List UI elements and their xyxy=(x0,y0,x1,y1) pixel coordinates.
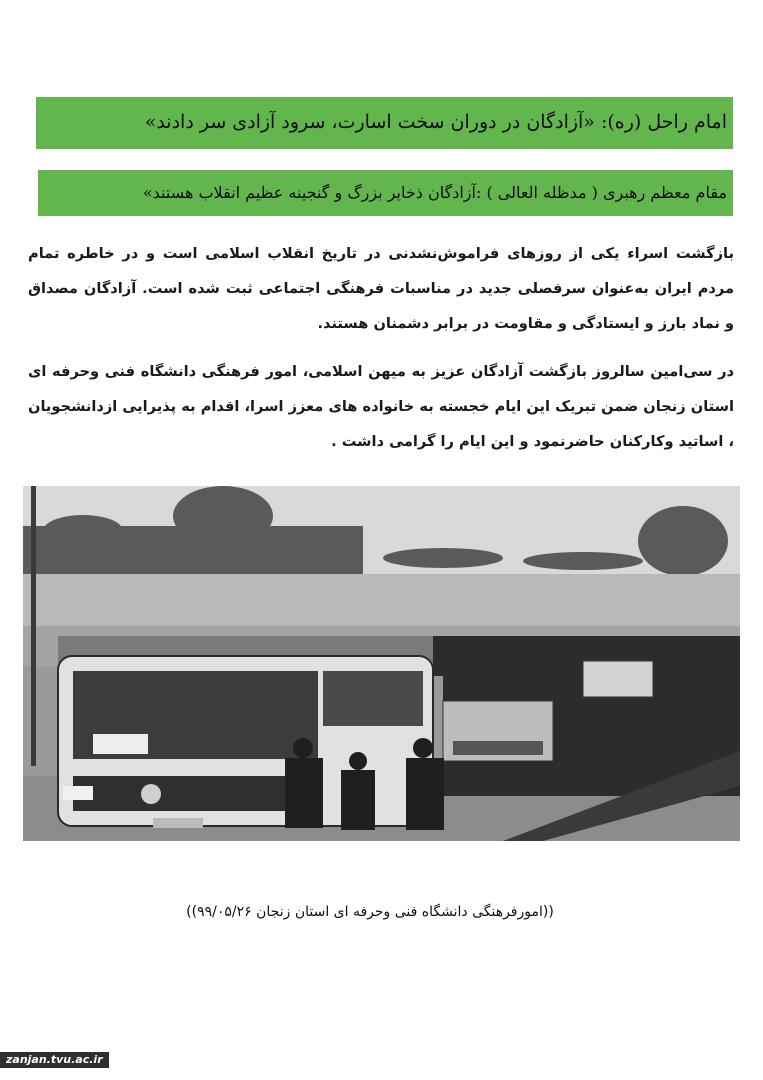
leader-quote-text: مقام معظم رهبری ( مدظله العالی ) :آزادگان ذخایر بزرگ و گنجینه عظیم انقلاب هستند» xyxy=(142,183,727,202)
site-url-text[interactable]: zanjan.tvu.ac.ir xyxy=(6,1053,103,1066)
site-url-tag[interactable] xyxy=(0,1052,109,1068)
imam-quote-banner xyxy=(36,97,733,149)
photo-illustration xyxy=(23,486,740,841)
intro-paragraph: بازگشت اسراء یکی از روزهای فراموش‌نشدنی در تاریخ انقلاب اسلامی است و در خاطره تمام مردم ایران به‌عنوان سرفصلی جدید در مناسبات فرهنگی اجتماعی ثبت شده است. آزادگان مصداق و نماد بارز و ایستادگی و مقاومت در برابر دشمنان هستند. xyxy=(28,245,734,332)
imam-quote-text: امام راحل (ره): «آزادگان در دوران سخت اسارت، سرود آزادی سر دادند» xyxy=(144,111,727,133)
event-paragraph: در سی‌امین سالروز بازگشت آزادگان عزیز به میهن اسلامی، امور فرهنگی دانشگاه فنی وحرفه ای استان زنجان ضمن تبریک این ایام خجسته به خانواده های معزز اسرا، اقدام به پذیرایی ازدانشجویان ، اساتید وکارکنان حاضرنمود و این ایام را گرامی داشت . xyxy=(28,363,734,450)
historical-photo xyxy=(23,486,740,841)
caption-credit: ((امورفرهنگی دانشگاه فنی وحرفه ای استان زنجان ۹۹/۰۵/۲۶)) xyxy=(186,904,554,920)
leader-quote-banner xyxy=(38,170,733,216)
